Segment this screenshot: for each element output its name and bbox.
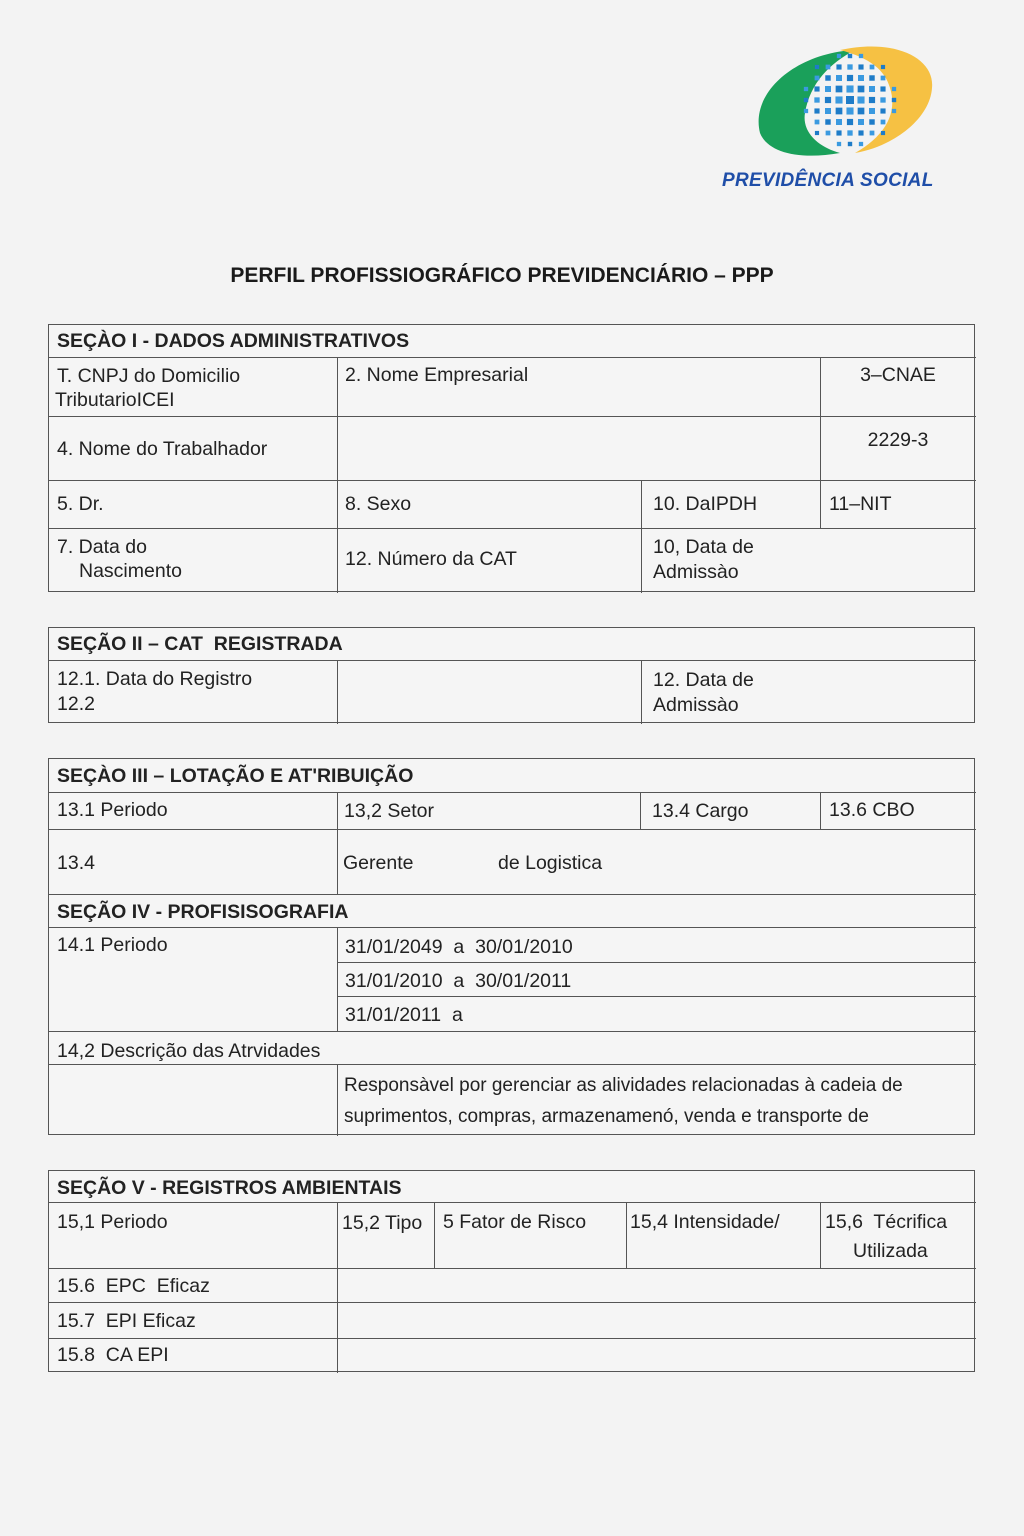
intensidade-label: 15,4 Intensidade/ (630, 1211, 780, 1233)
cnpj-label: T. CNPJ do Domicilio (57, 365, 241, 387)
fator-risco-label: 5 Fator de Risco (443, 1211, 587, 1233)
descricao-atividades-text: Responsàvel por gerenciar as alividades relacionadas à cadeia de (344, 1075, 903, 1096)
previdencia-logo-mark (720, 38, 980, 178)
epc-eficaz-label: 15.6 EPC Eficaz (57, 1275, 210, 1297)
data-nascimento-label: 7. Data do (57, 536, 147, 558)
section-1-dados-administrativos (48, 324, 975, 592)
data-registro-label: 12.1. Data do Registro (57, 668, 253, 690)
section-5-registros-ambientais (48, 1170, 975, 1372)
periodo-value-3: 31/01/2011 a (345, 1004, 463, 1026)
sexo-label: 8. Sexo (345, 493, 412, 515)
dr-label: 5. Dr. (57, 493, 104, 515)
cnpj-label-line2: TributarioICEI (55, 389, 175, 411)
section-4-title: SEÇÃO IV - PROFISISOGRAFIA (57, 901, 349, 923)
section-5-title: SEÇÃO V - REGISTROS AMBIENTAIS (57, 1177, 402, 1199)
numero-cat-label: 12. Número da CAT (345, 548, 517, 570)
tecnica-utilizada-label-line2: Utilizada (853, 1240, 928, 1262)
profissiografia-periodo-label: 14.1 Periodo (57, 934, 168, 956)
data-admissao-label-line2: Admissào (653, 561, 739, 583)
daipdh-label: 10. DaIPDH (653, 493, 758, 515)
ca-epi-label: 15.8 CA EPI (57, 1344, 169, 1366)
cargo-gerente-value: Gerente (343, 852, 414, 874)
periodo-value-2: 31/01/2010 a 30/01/2011 (345, 970, 572, 992)
registros-periodo-label: 15,1 Periodo (57, 1211, 168, 1233)
periodo-label: 13.1 Periodo (57, 799, 168, 821)
descricao-atividades-label: 14,2 Descrição das Atrvidades (57, 1040, 321, 1062)
section-1-title: SEÇÀO I - DADOS ADMINISTRATIVOS (57, 330, 410, 352)
cat-admissao-label-line2: Admissào (653, 694, 739, 716)
document-title: PERFIL PROFISSIOGRÁFICO PREVIDENCIÁRIO – PPP (230, 264, 774, 287)
section-3-4-lotacao-profissiografia (48, 758, 975, 1135)
cargo-label: 13.4 Cargo (652, 800, 749, 822)
tipo-label: 15,2 Tipo (342, 1212, 423, 1234)
logo-text: PREVIDÊNCIA SOCIAL (722, 170, 934, 191)
nome-trabalhador-label: 4. Nome do Trabalhador (57, 438, 268, 460)
section-3-title: SEÇÀO III – LOTAÇÃO E AT'RIBUIÇÃO (57, 765, 414, 787)
cnae-value: 2229-3 (867, 429, 929, 451)
cat-admissao-label: 12. Data de (653, 669, 754, 691)
periodo-value-1: 31/01/2049 a 30/01/2010 (345, 936, 573, 958)
section-2-cat-registrada (48, 627, 975, 723)
cnae-label: 3–CNAE (860, 364, 936, 386)
nome-empresarial-label: 2. Nome Empresarial (345, 364, 529, 386)
setor-logistica-value: de Logistica (498, 852, 603, 874)
epi-eficaz-label: 15.7 EPI Eficaz (57, 1310, 196, 1332)
data-registro-label-line2: 12.2 (57, 693, 95, 715)
data-admissao-label: 10, Data de (653, 536, 754, 558)
lotacao-row-label: 13.4 (57, 852, 95, 874)
tecnica-utilizada-label: 15,6 Técrifica (825, 1211, 948, 1233)
descricao-atividades-text-line2: suprimentos, compras, armazenamenó, venda e transporte de (344, 1106, 869, 1127)
data-nascimento-label-line2: Nascimento (79, 560, 182, 582)
section-2-title: SEÇÃO II – CAT REGISTRADA (57, 633, 343, 655)
nit-label: 11–NIT (829, 493, 892, 515)
cbo-label: 13.6 CBO (829, 799, 915, 821)
setor-label: 13,2 Setor (344, 800, 434, 822)
